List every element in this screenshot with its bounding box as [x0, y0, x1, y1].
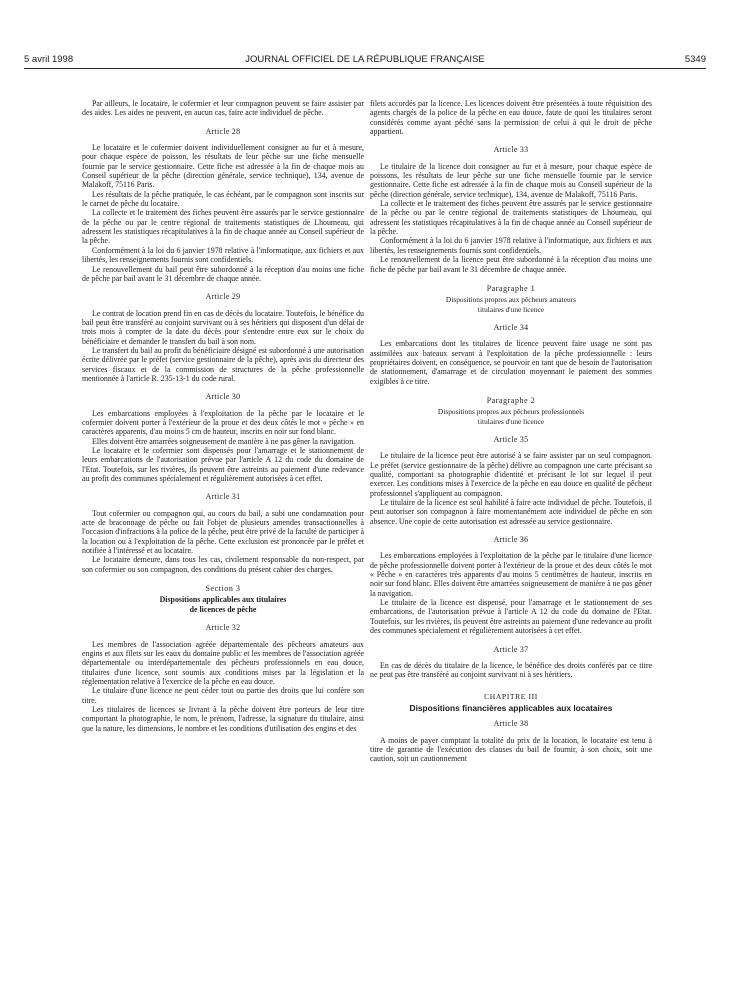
right-column: [370, 99, 652, 764]
article-33-para-3: Conformément à la loi du 6 janvier 1978 relative à l'informatique, aux fichiers et aux libertés, les renseignements fournis sont confidentiels.: [370, 236, 652, 255]
article-30-para-1: Les embarcations employées à l'exploitation de la pêche par le locataire et le cofermier doivent porter à l'extérieur de la proue et des deux côtés le mot « pêche » en caractères apparents, d'au moins 5 cm de hauteur, inscrits en noir sur fond blanc.: [82, 408, 364, 437]
article-30-para-2: Elles doivent être amarrées soigneusement de manière à ne pas gêner la navigation.: [92, 436, 356, 446]
left-column: [82, 99, 364, 733]
article-36-title: Article 36: [493, 535, 529, 545]
chapter-title: Dispositions financières applicables aux locataires: [409, 702, 613, 713]
article-28-para-2: Les résultats de la pêche pratiquée, le cas échéant, par le compagnon sont inscrits sur le carnet de pêche du locataire.: [82, 189, 364, 209]
article-32-para-3: Les titulaires de licences se livrant à la pêche doivent être porteurs de leur titre comportant la photographie, le nom, le prénom, l'adresse, la signature du titulaire, ainsi que la nature, les dimensions, le nombre et les conditions d'utilisation des engins et des: [82, 704, 364, 733]
article-34-title: Article 34: [493, 322, 529, 332]
article-33-title: Article 33: [493, 145, 529, 155]
article-29-para-2: Le transfert du bail au profit du bénéficiaire désigné est subordonné à une autorisation écrite délivrée par le préfet (service gestionnaire de la pêche), après avis du directeur des services fiscaux et de la commission de structures de la pêche professionnelle mentionnée à l'article R. 235-13-1 du code rural.: [82, 345, 364, 383]
article-38-para-1: A moins de payer comptant la totalité du prix de la location, le locataire est tenu à titre de garantie de l'exécution des clauses du bail de fournir, à son choix, soit une caution, soit un cautionnement: [370, 735, 652, 764]
article-36-para-1: Les embarcations employées à l'exploitation de la pêche par le titulaire d'une licence de pêche professionnelle doivent porter à l'extérieur de la proue et des deux côtés le mot « Pêche » en caractères très apparents d'au moins 5 centimètres de hauteur, inscrits en noir sur fond blanc. Elles doivent être amarrées soigneusement de manière à ne pas gêner la navigation.: [370, 551, 652, 598]
article-32-continuation: filets accordés par la licence. Les licences doivent être présentées à toute réquisition des agents chargés de la police de la pêche en eau douce, faute de quoi les titulaires seront considérés comme ayant pêché sans la permission de celui à qui le droit de pêche appartient.: [370, 99, 652, 137]
article-35-para-1: Le titulaire de la licence peut être autorisé à se faire assister par un seul compagnon. Le préfet (service gestionnaire de la pêche) délivre au compagnon une carte précisant sa qualité, comportant sa photographie d'identité et précisant le lot sur lequel il peut exercer. Les conditions mises à l'exercice de la pêche en eau douce en qualité de pêcheur professionnel s'appliquent au compagnon.: [370, 451, 652, 498]
article-28-para-1: Le locataire et le cofermier doivent individuellement consigner au fur et à mesure, pour chaque espèce de poisson, les résultats de leur pêche sur une fiche mensuelle fournie par le service gestionnaire. Cette fiche est adressée à la fin de chaque mois au Conseil supérieur de la pêche (direction générale, service technique), 134, avenue de Malakoff, 75116 Paris.: [82, 143, 364, 190]
article-38-title: Article 38: [493, 719, 529, 729]
article-33-para-4: Le renouvellement de la licence peut être subordonné à la réception d'au moins une fiche de pêche par bail avant le 31 décembre de chaque année.: [370, 255, 652, 274]
intro-paragraph: Par ailleurs, le locataire, le cofermier et leur compagnon peuvent se faire assister par des aides. Les aides ne peuvent, en aucun cas, faire acte individuel de pêche.: [82, 99, 364, 118]
paragraph-2-label: Paragraphe 2: [486, 395, 536, 405]
article-35-para-2: Le titulaire de la licence est seul habilité à faire acte individuel de pêche. Toutefois, il peut autoriser son compagnon à faire momentanément acte individuel de pêche en son absence. Une copie de cette autorisation est adressée au service gestionnaire.: [370, 498, 652, 526]
article-28-para-4: Conformément à la loi du 6 janvier 1978 relative à l'informatique, aux fichiers et aux libertés, les renseignements fournis sont confidentiels.: [82, 245, 364, 265]
header-date: 5 avril 1998: [24, 54, 74, 65]
article-31-title: Article 31: [205, 492, 241, 502]
header-rule: [24, 68, 706, 69]
paragraph-2-subtitle-2: titulaires d'une licence: [477, 416, 545, 426]
section-title-line-1: Dispositions applicables aux titulaires: [159, 595, 287, 605]
article-35-title: Article 35: [493, 434, 529, 444]
article-31-para-1: Tout cofermier ou compagnon qui, au cours du bail, a subi une condamnation pour acte de braconnage de pêche ou fait l'objet de plusieurs amendes transactionnelles à l'occasion d'infractions à la police de la pêche, peut être privé de la faculté de participer à la location ou à l'exploitation de la pêche. Cette exclusion est prononcée par le préfet et notifiée à l'intéressé et au locataire.: [82, 508, 364, 556]
paragraph-1-subtitle-1: Dispositions propres aux pêcheurs amateurs: [445, 295, 577, 305]
chapter-label: CHAPITRE III: [484, 691, 538, 701]
section-label: Section 3: [205, 584, 241, 594]
article-32-title: Article 32: [205, 623, 241, 633]
header-page-number: 5349: [684, 54, 706, 65]
article-30-para-3: Le locataire et le cofermier sont dispensés pour l'amarrage et le stationnement de leurs embarcations de l'autorisation prévue par l'article A 12 du code du domaine de l'Etat. Toutefois, sur les rivières, ils peuvent être astreints au paiement d'une redevance au profit des communes spécialement et régulièrement autorisées à cet effet.: [82, 446, 364, 484]
running-header: [24, 54, 706, 68]
article-33-para-1: Le titulaire de la licence doit consigner au fur et à mesure, pour chaque espèce de poissons, les résultats de leur pêche sur une fiche mensuelle fournie par le service gestionnaire. Cette fiche est adressée à la fin de chaque mois au Conseil supérieur de la pêche (direction générale, service technique), 134, avenue de Malakoff, 75116 Paris.: [370, 161, 652, 199]
article-32-para-2: Le titulaire d'une licence ne peut céder tout ou partie des droits que lui confère son titre.: [82, 686, 364, 705]
article-36-para-2: Le titulaire de la licence est dispensé, pour l'amarrage et le stationnement de ses embarcations, de l'autorisation prévue à l'article A 12 du code du domaine de l'Etat. Toutefois, sur les rivières, ils peuvent être astreints au paiement d'une redevance au profit des communes spécialement et régulièrement autorisées à cet effet.: [370, 598, 652, 636]
article-32-para-1: Les membres de l'association agréée départementale des pêcheurs amateurs aux engins et aux filets sur les eaux du domaine public et les membres de l'association agréée départementale ou interdépartementale des pêcheurs professionnels en eau douce, titulaires d'une licence, sont soumis aux conditions mises par la législation et la réglementation relative à l'exercice de la pêche en eau douce.: [82, 639, 364, 686]
article-33-para-2: La collecte et le traitement des fiches peuvent être assurés par le service gestionnaire de la pêche ou par le centre régional de traitements statistiques de Lhoumeau, qui adressent les statistiques récapitulatives à la fin de chaque année au Conseil supérieur de la pêche.: [370, 199, 652, 237]
article-30-title: Article 30: [205, 392, 241, 402]
header-journal-title: JOURNAL OFFICIEL DE LA RÉPUBLIQUE FRANÇAISE: [245, 54, 485, 65]
article-37-title: Article 37: [493, 644, 529, 654]
paragraph-1-subtitle-2: titulaires d'une licence: [477, 304, 545, 314]
paragraph-2-subtitle-1: Dispositions propres aux pêcheurs professionnels: [437, 407, 585, 417]
section-title-line-2: de licences de pêche: [189, 604, 257, 614]
article-28-para-3: La collecte et le traitement des fiches peuvent être assurés par le service gestionnaire de la pêche ou par le centre régional de traitements statistiques de Lhoumeau, qui adressent les statistiques récapitulatives à la fin de chaque année au Conseil supérieur de la pêche.: [82, 208, 364, 246]
article-34-para-1: Les embarcations dont les titulaires de licence peuvent faire usage ne sont pas assimilées aux bateaux servant à l'exploitation de la pêche professionnelle : leurs propriétaires doivent, en conséquence, se pourvoir en tant que de besoin de l'autorisation de stationnement, d'amarrage et de circulation moyennant le paiement des sommes exigibles à ce titre.: [370, 339, 652, 386]
article-28-para-5: Le renouvellement du bail peut être subordonné à la réception d'au moins une fiche de pêche par bail avant le 31 décembre de chaque année.: [82, 264, 364, 283]
article-29-title: Article 29: [205, 292, 241, 302]
paragraph-1-label: Paragraphe 1: [486, 283, 536, 293]
article-37-para-1: En cas de décès du titulaire de la licence, le bénéfice des droits conférés par ce titre ne peut pas être transféré au conjoint survivant ni à ses héritiers.: [370, 660, 652, 680]
article-31-para-2: Le locataire demeure, dans tous les cas, civilement responsable du non-respect, par son cofermier ou son compagnon, des conditions du présent cahier des charges.: [82, 555, 364, 574]
article-29-para-1: Le contrat de location prend fin en cas de décès du locataire. Toutefois, le bénéfice du bail peut être transféré au conjoint survivant ou à ses héritiers qui disposent d'un délai de trois mois à compter de la date du décès pour s'entendre entre eux sur le choix du bénéficiaire et demander le transfert du bail à son nom.: [82, 308, 364, 346]
article-28-title: Article 28: [205, 126, 241, 136]
